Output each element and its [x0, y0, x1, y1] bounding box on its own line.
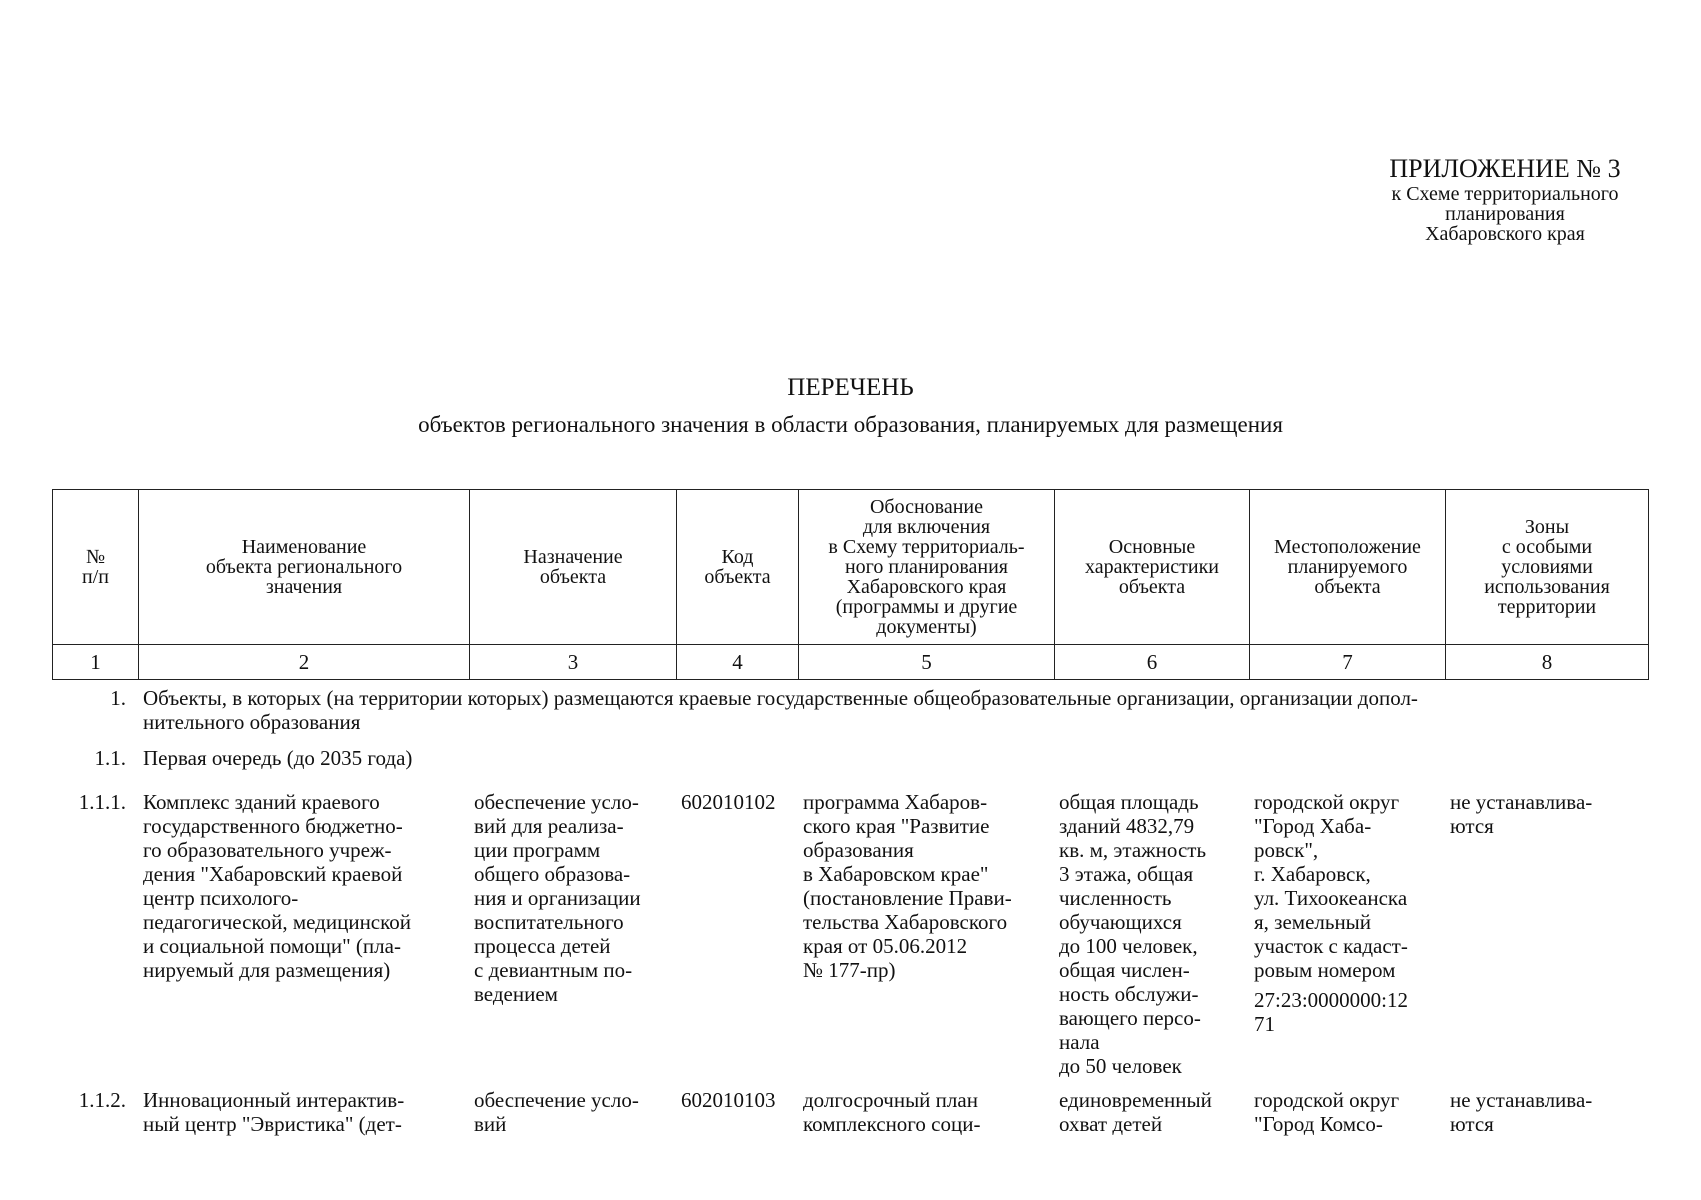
cell-line: долгосрочный план [803, 1088, 978, 1112]
header-cell-num [53, 490, 139, 645]
cell-line: не устанавлива- [1450, 1088, 1593, 1112]
cell-line: численность [1059, 886, 1172, 910]
cell-line: ул. Тихоокеанска [1254, 886, 1408, 910]
appendix-line: к Схеме территориального [1391, 183, 1619, 205]
header-cell-name [139, 490, 470, 645]
object-code: 602010103 [681, 1088, 776, 1112]
cell-line: тельства Хабаровского [803, 910, 1008, 934]
object-name [138, 1078, 469, 1136]
cell-line: ского края "Развитие [803, 814, 990, 838]
object-location [1249, 772, 1445, 1078]
cell-line: ровым номером [1254, 958, 1396, 982]
cell-line: процесса детей [474, 934, 611, 958]
cell-line: (программы и другие [835, 596, 1018, 618]
cell-line: единовременный [1059, 1088, 1212, 1112]
cell-line: до 100 человек, [1059, 934, 1198, 958]
cell-line: дения "Хабаровский краевой [143, 862, 403, 886]
cell-line: объекта [1118, 576, 1186, 598]
cell-line: Основные [1108, 536, 1196, 558]
table-header [52, 489, 1649, 680]
object-code: 602010102 [681, 790, 776, 814]
cell-line: ность обслужи- [1059, 982, 1199, 1006]
document-title: ПЕРЕЧЕНЬ [787, 374, 914, 401]
appendix-block [1340, 154, 1670, 244]
cell-line: г. Хабаровск, [1254, 862, 1371, 886]
cell-line: комплексного соци- [803, 1112, 981, 1136]
cell-line: ются [1450, 1112, 1494, 1136]
cell-line: Местоположение [1274, 536, 1421, 558]
cell-line: края от 05.06.2012 [803, 934, 968, 958]
section-title-line: Объекты, в которых (на территории которых) размещаются краевые государственные общеобразовательные организации, организации допол- [143, 686, 1418, 710]
column-number: 8 [1446, 645, 1649, 680]
column-number: 4 [677, 645, 799, 680]
cell-line: ный центр "Эвристика" (дет- [143, 1112, 402, 1136]
section-number: 1. [110, 686, 126, 710]
cell-line: нируемый для размещения) [143, 958, 391, 982]
cell-line: ведением [474, 982, 558, 1006]
table-body [52, 686, 1648, 1136]
cell-line: Инновационный интерактив- [143, 1088, 405, 1112]
subsection-row [52, 734, 1648, 772]
cell-line: Назначение [523, 546, 623, 568]
cell-line: "Город Хаба- [1254, 814, 1372, 838]
cell-line: центр психолого- [143, 886, 299, 910]
cell-line: воспитательного [474, 910, 624, 934]
appendix-title: ПРИЛОЖЕНИЕ № 3 [1389, 154, 1621, 183]
cell-line: с особыми [1501, 536, 1593, 558]
cell-line: охват детей [1059, 1112, 1163, 1136]
cell-line: в Схему территориаль- [828, 536, 1025, 558]
cadastral-number [1254, 988, 1440, 1036]
cell-line: Зоны [1524, 516, 1570, 538]
appendix-line: планирования [1445, 203, 1565, 225]
cell-line: объекта регионального [205, 556, 403, 578]
table-row [52, 1078, 1648, 1136]
cell-line: с девиантным по- [474, 958, 633, 982]
cell-line: № [85, 546, 106, 568]
cell-line: нала [1059, 1030, 1100, 1054]
cell-line: вий [474, 1112, 507, 1136]
row-number: 1.1.1. [78, 790, 126, 814]
header-cell-characteristics [1055, 490, 1250, 645]
row-number: 1.1.2. [78, 1088, 126, 1112]
cell-line: характеристики [1084, 556, 1219, 578]
object-purpose [469, 1078, 676, 1136]
cell-line: образования [803, 838, 914, 862]
cell-line: обучающихся [1059, 910, 1182, 934]
cell-line: Код [721, 546, 754, 568]
cell-line: вающего персо- [1059, 1006, 1201, 1030]
cell-line: 27:23:0000000:12 [1254, 988, 1409, 1012]
cell-line: № 177-пр) [803, 958, 896, 982]
cell-line: до 50 человек [1059, 1054, 1182, 1078]
cell-line: обеспечение усло- [474, 790, 639, 814]
cell-line: программа Хабаров- [803, 790, 988, 814]
cell-line: участок с кадаст- [1254, 934, 1408, 958]
cell-line: государственного бюджетно- [143, 814, 403, 838]
header-cell-purpose [470, 490, 677, 645]
column-number: 3 [470, 645, 677, 680]
object-zones [1445, 1078, 1648, 1136]
cell-line: ного планирования [844, 556, 1009, 578]
column-number: 7 [1250, 645, 1446, 680]
column-number: 1 [53, 645, 139, 680]
cell-line: Наименование [241, 536, 367, 558]
subsection-number: 1.1. [94, 746, 126, 770]
cell-line: ровск", [1254, 838, 1319, 862]
cell-line: объекта [1314, 576, 1381, 598]
cell-line: документы) [876, 616, 977, 638]
header-cell-location [1250, 490, 1446, 645]
cell-line: планируемого [1287, 556, 1408, 578]
cell-line: обеспечение усло- [474, 1088, 639, 1112]
object-characteristics [1054, 1078, 1249, 1136]
cell-line: не устанавлива- [1450, 790, 1593, 814]
cell-line: педагогической, медицинской [143, 910, 411, 934]
subsection-title: Первая очередь (до 2035 года) [143, 746, 413, 770]
cell-line: 3 этажа, общая [1059, 862, 1194, 886]
section-row [52, 686, 1648, 734]
column-number: 6 [1055, 645, 1250, 680]
section-title [138, 686, 1648, 734]
object-name [138, 772, 469, 1078]
cell-line: ния и организации [474, 886, 641, 910]
cell-line: объекта [539, 566, 607, 588]
cell-line: городской округ [1254, 1088, 1400, 1112]
cell-line: использования [1484, 576, 1610, 598]
cell-line: "Город Комсо- [1254, 1112, 1383, 1136]
header-cell-basis [799, 490, 1055, 645]
cell-line: ются [1450, 814, 1494, 838]
cell-line: п/п [82, 566, 109, 588]
cell-line: Хабаровского края [846, 576, 1007, 598]
appendix-line: Хабаровского края [1425, 223, 1585, 245]
cell-line: общая площадь [1059, 790, 1199, 814]
cell-line: ции программ [474, 838, 601, 862]
cell-line: условиями [1501, 556, 1593, 578]
cell-line: Комплекс зданий краевого [143, 790, 380, 814]
cell-line: я, земельный [1254, 910, 1372, 934]
cell-line: кв. м, этажность [1059, 838, 1207, 862]
document-subtitle: объектов регионального значения в области образования, планируемых для размещения [418, 412, 1283, 437]
cell-line: для включения [862, 516, 991, 538]
cell-line: общая числен- [1059, 958, 1190, 982]
object-location [1249, 1078, 1445, 1136]
cell-line: зданий 4832,79 [1059, 814, 1195, 838]
object-zones [1445, 772, 1648, 1078]
cell-line: вий для реализа- [474, 814, 624, 838]
cell-line: общего образова- [474, 862, 631, 886]
cell-line: значения [265, 576, 343, 598]
column-number: 5 [799, 645, 1055, 680]
cell-line: 71 [1254, 1012, 1275, 1036]
header-cell-code [677, 490, 799, 645]
location-lines [1254, 790, 1440, 982]
object-purpose [469, 772, 676, 1078]
column-number: 2 [139, 645, 470, 680]
cell-line: го образовательного учреж- [143, 838, 392, 862]
cell-line: объекта [704, 566, 771, 588]
header-cell-zones [1446, 490, 1649, 645]
cell-line: в Хабаровском крае" [803, 862, 989, 886]
cell-line: (постановление Прави- [803, 886, 1012, 910]
cell-line: Обоснование [869, 496, 984, 518]
object-basis [798, 1078, 1054, 1136]
table-row [52, 772, 1648, 1078]
cell-line: и социальной помощи" (пла- [143, 934, 401, 958]
section-title-line: нительного образования [143, 710, 361, 734]
object-characteristics [1054, 772, 1249, 1078]
object-basis [798, 772, 1054, 1078]
cell-line: городской округ [1254, 790, 1400, 814]
cell-line: территории [1497, 596, 1597, 618]
